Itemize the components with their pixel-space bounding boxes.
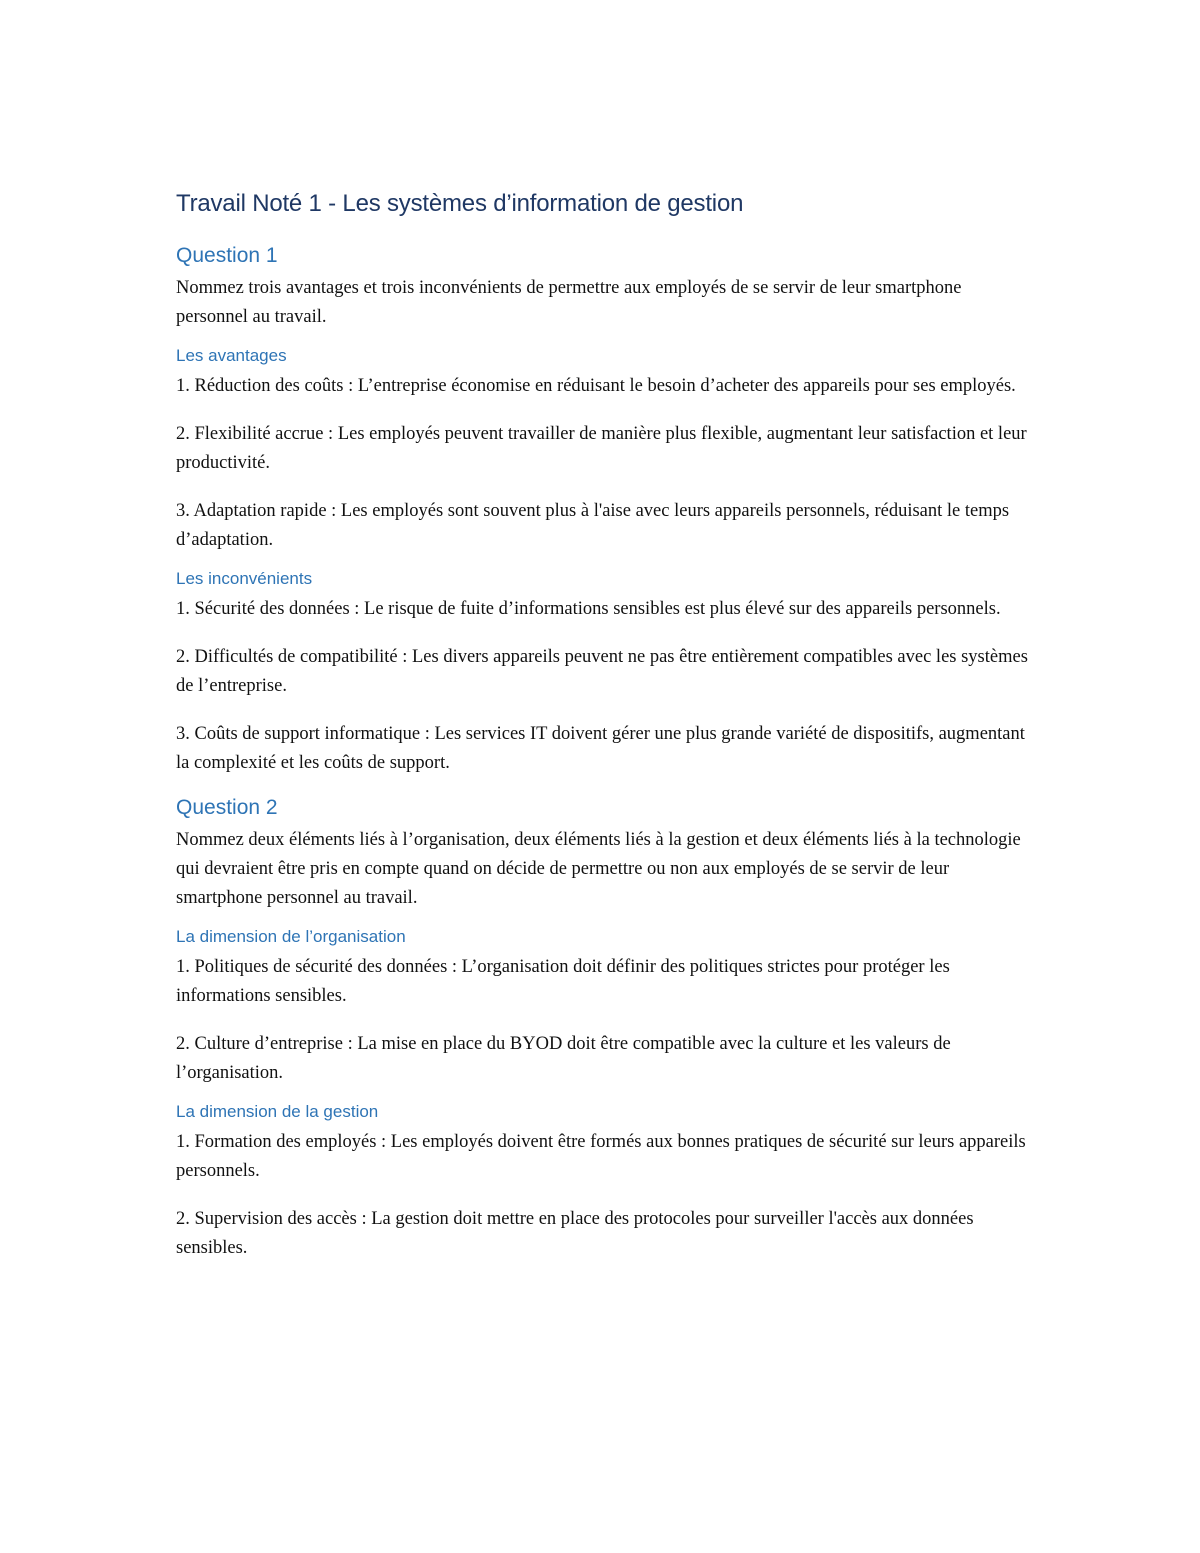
advantages-heading: Les avantages bbox=[176, 346, 287, 365]
management-dimension-heading: La dimension de la gestion bbox=[176, 1102, 379, 1121]
question-2-heading: Question 2 bbox=[176, 796, 278, 819]
management-item: 1. Formation des employés : Les employés doivent être formés aux bonnes pratiques de sécurité sur leurs appareils personnels. bbox=[176, 1132, 1026, 1181]
document-content bbox=[176, 190, 1036, 1263]
disadvantage-item: 1. Sécurité des données : Le risque de fuite d’informations sensibles est plus élevé sur des appareils personnels. bbox=[176, 599, 1001, 619]
organisation-dimension-heading: La dimension de l’organisation bbox=[176, 927, 406, 946]
advantage-item: 1. Réduction des coûts : L’entreprise économise en réduisant le besoin d’acheter des appareils pour ses employés. bbox=[176, 376, 1016, 396]
disadvantages-heading: Les inconvénients bbox=[176, 569, 313, 588]
advantage-item: 3. Adaptation rapide : Les employés sont souvent plus à l'aise avec leurs appareils personnels, réduisant le temps d’adaptation. bbox=[176, 501, 1010, 550]
advantage-item: 2. Flexibilité accrue : Les employés peuvent travailler de manière plus flexible, augmentant leur satisfaction et leur productivité. bbox=[176, 424, 1027, 473]
organisation-item: 2. Culture d’entreprise : La mise en place du BYOD doit être compatible avec la culture et les valeurs de l’organisation. bbox=[176, 1034, 951, 1083]
management-item: 2. Supervision des accès : La gestion doit mettre en place des protocoles pour surveiller l'accès aux données sensibles. bbox=[176, 1209, 974, 1258]
question-1-heading: Question 1 bbox=[176, 244, 278, 267]
disadvantage-item: 2. Difficultés de compatibilité : Les divers appareils peuvent ne pas être entièrement compatibles avec les systèmes de l’entreprise. bbox=[176, 647, 1028, 696]
question-1-prompt: Nommez trois avantages et trois inconvénients de permettre aux employés de se servir de leur smartphone personnel au travail. bbox=[176, 278, 962, 327]
document-title: Travail Noté 1 - Les systèmes d’information de gestion bbox=[176, 190, 744, 217]
organisation-item: 1. Politiques de sécurité des données : L’organisation doit définir des politiques strictes pour protéger les informations sensibles. bbox=[176, 957, 950, 1006]
disadvantage-item: 3. Coûts de support informatique : Les services IT doivent gérer une plus grande variété de dispositifs, augmentant la complexité et les coûts de support. bbox=[176, 724, 1025, 773]
question-2-prompt: Nommez deux éléments liés à l’organisation, deux éléments liés à la gestion et deux éléments liés à la technologie qui devraient être pris en compte quand on décide de permettre ou non aux employés de se servir de leur smartphone personnel au travail. bbox=[176, 830, 1021, 908]
